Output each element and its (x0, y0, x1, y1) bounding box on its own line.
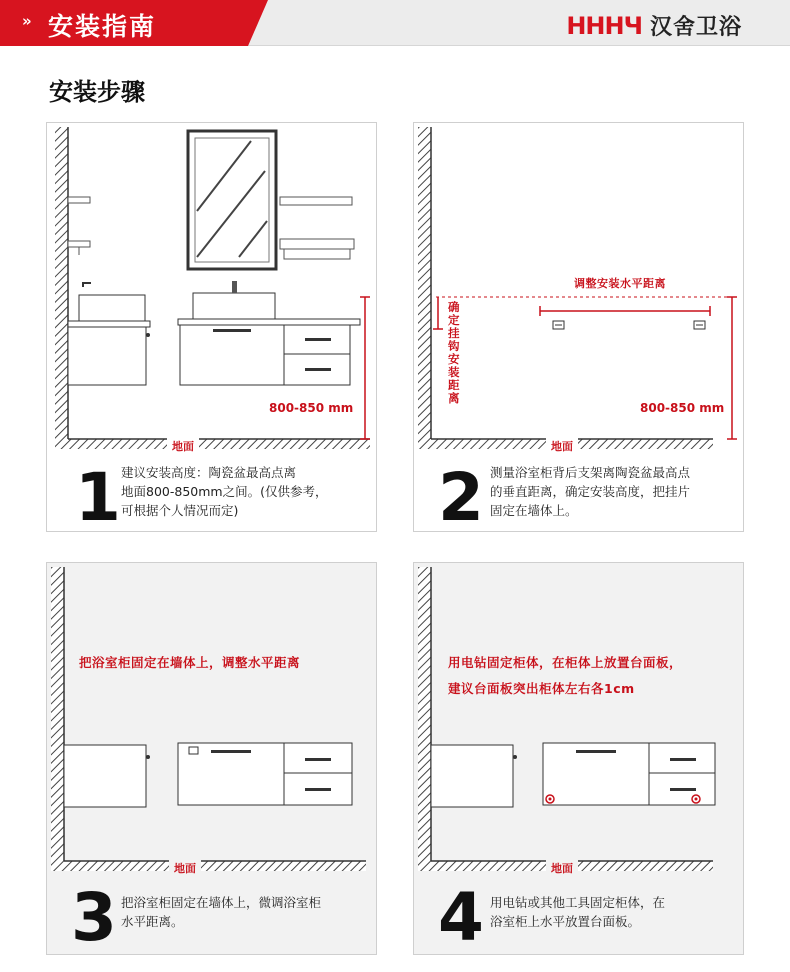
drawer-icon (284, 325, 350, 385)
step-1-text-line: 地面800-850mm之间。(仅供参考， (121, 484, 328, 499)
step-4-note-line-2: 建议台面板突出柜体左右各1cm (448, 681, 635, 696)
floor-hatch (51, 861, 366, 871)
step-2-top-note: 调整安装水平距离 (574, 277, 666, 290)
brand-mark: HHHЧ (566, 11, 642, 40)
drawer-icon (649, 743, 715, 805)
step-2-floor-label: 地面 (546, 438, 578, 454)
step-4-floor-label: 地面 (546, 860, 578, 876)
step-1-text-line: 建议安装高度：陶瓷盆最高点离 (121, 465, 297, 480)
step-1-text-line: 可根据个人情况而定) (121, 503, 239, 518)
step-4-number: 4 (438, 879, 482, 956)
step-4-text-line: 浴室柜上水平放置台面板。 (490, 914, 641, 929)
mirror-icon (188, 131, 276, 269)
step-2-text-line: 的垂直距离，确定安装高度，把挂片 (490, 484, 691, 499)
step-2-number: 2 (438, 459, 482, 536)
step-1-dimension: 800-850 mm (269, 401, 354, 415)
step-3-text-line: 把浴室柜固定在墙体上，微调浴室柜 (121, 895, 322, 910)
wall-hatch-icon (51, 567, 64, 867)
step-3-floor-label: 地面 (169, 860, 201, 876)
drawer-icon (284, 743, 352, 805)
step-1-text (121, 463, 327, 520)
floor-hatch (55, 439, 370, 449)
brand-logo (566, 10, 742, 41)
step-2-text-line: 固定在墙体上。 (490, 503, 578, 518)
step-2-dimension: 800-850 mm (640, 401, 725, 415)
step-2-text (490, 463, 690, 520)
wall-hatch-icon (418, 127, 431, 445)
hanger-bracket-icon (553, 321, 705, 329)
step-3-text (121, 893, 321, 931)
step-card-3 (46, 562, 377, 955)
wall-hatch-icon (55, 127, 68, 445)
section-title: 安装步骤 (49, 78, 145, 106)
step-1-number: 1 (75, 459, 119, 536)
step-3-number: 3 (71, 879, 115, 956)
step-4-text-line: 用电钻或其他工具固定柜体，在 (490, 895, 666, 910)
chevron-icon: » (22, 12, 30, 30)
step-2-vertical-note: 确定挂钩安装距离 (448, 300, 460, 405)
step-3-illustration (47, 563, 378, 883)
page-title: 安装指南 (48, 12, 157, 41)
basin-icon (79, 283, 145, 321)
step-card-1 (46, 122, 377, 536)
header-bar (0, 0, 790, 46)
step-4-illustration (414, 563, 745, 883)
step-card-4 (413, 562, 744, 955)
step-4-text (490, 893, 665, 931)
wall-hatch-icon (418, 567, 431, 867)
step-3-note: 把浴室柜固定在墙体上，调整水平距离 (79, 655, 301, 670)
step-4-note-line-1: 用电钻固定柜体，在柜体上放置台面板， (448, 655, 683, 670)
step-2-text-line: 测量浴室柜背后支架离陶瓷盆最高点 (490, 465, 691, 480)
step-3-text-line: 水平距离。 (121, 914, 184, 929)
step-1-floor-label: 地面 (167, 438, 199, 454)
step-card-2 (413, 122, 744, 536)
brand-name: 汉舍卫浴 (649, 15, 742, 40)
